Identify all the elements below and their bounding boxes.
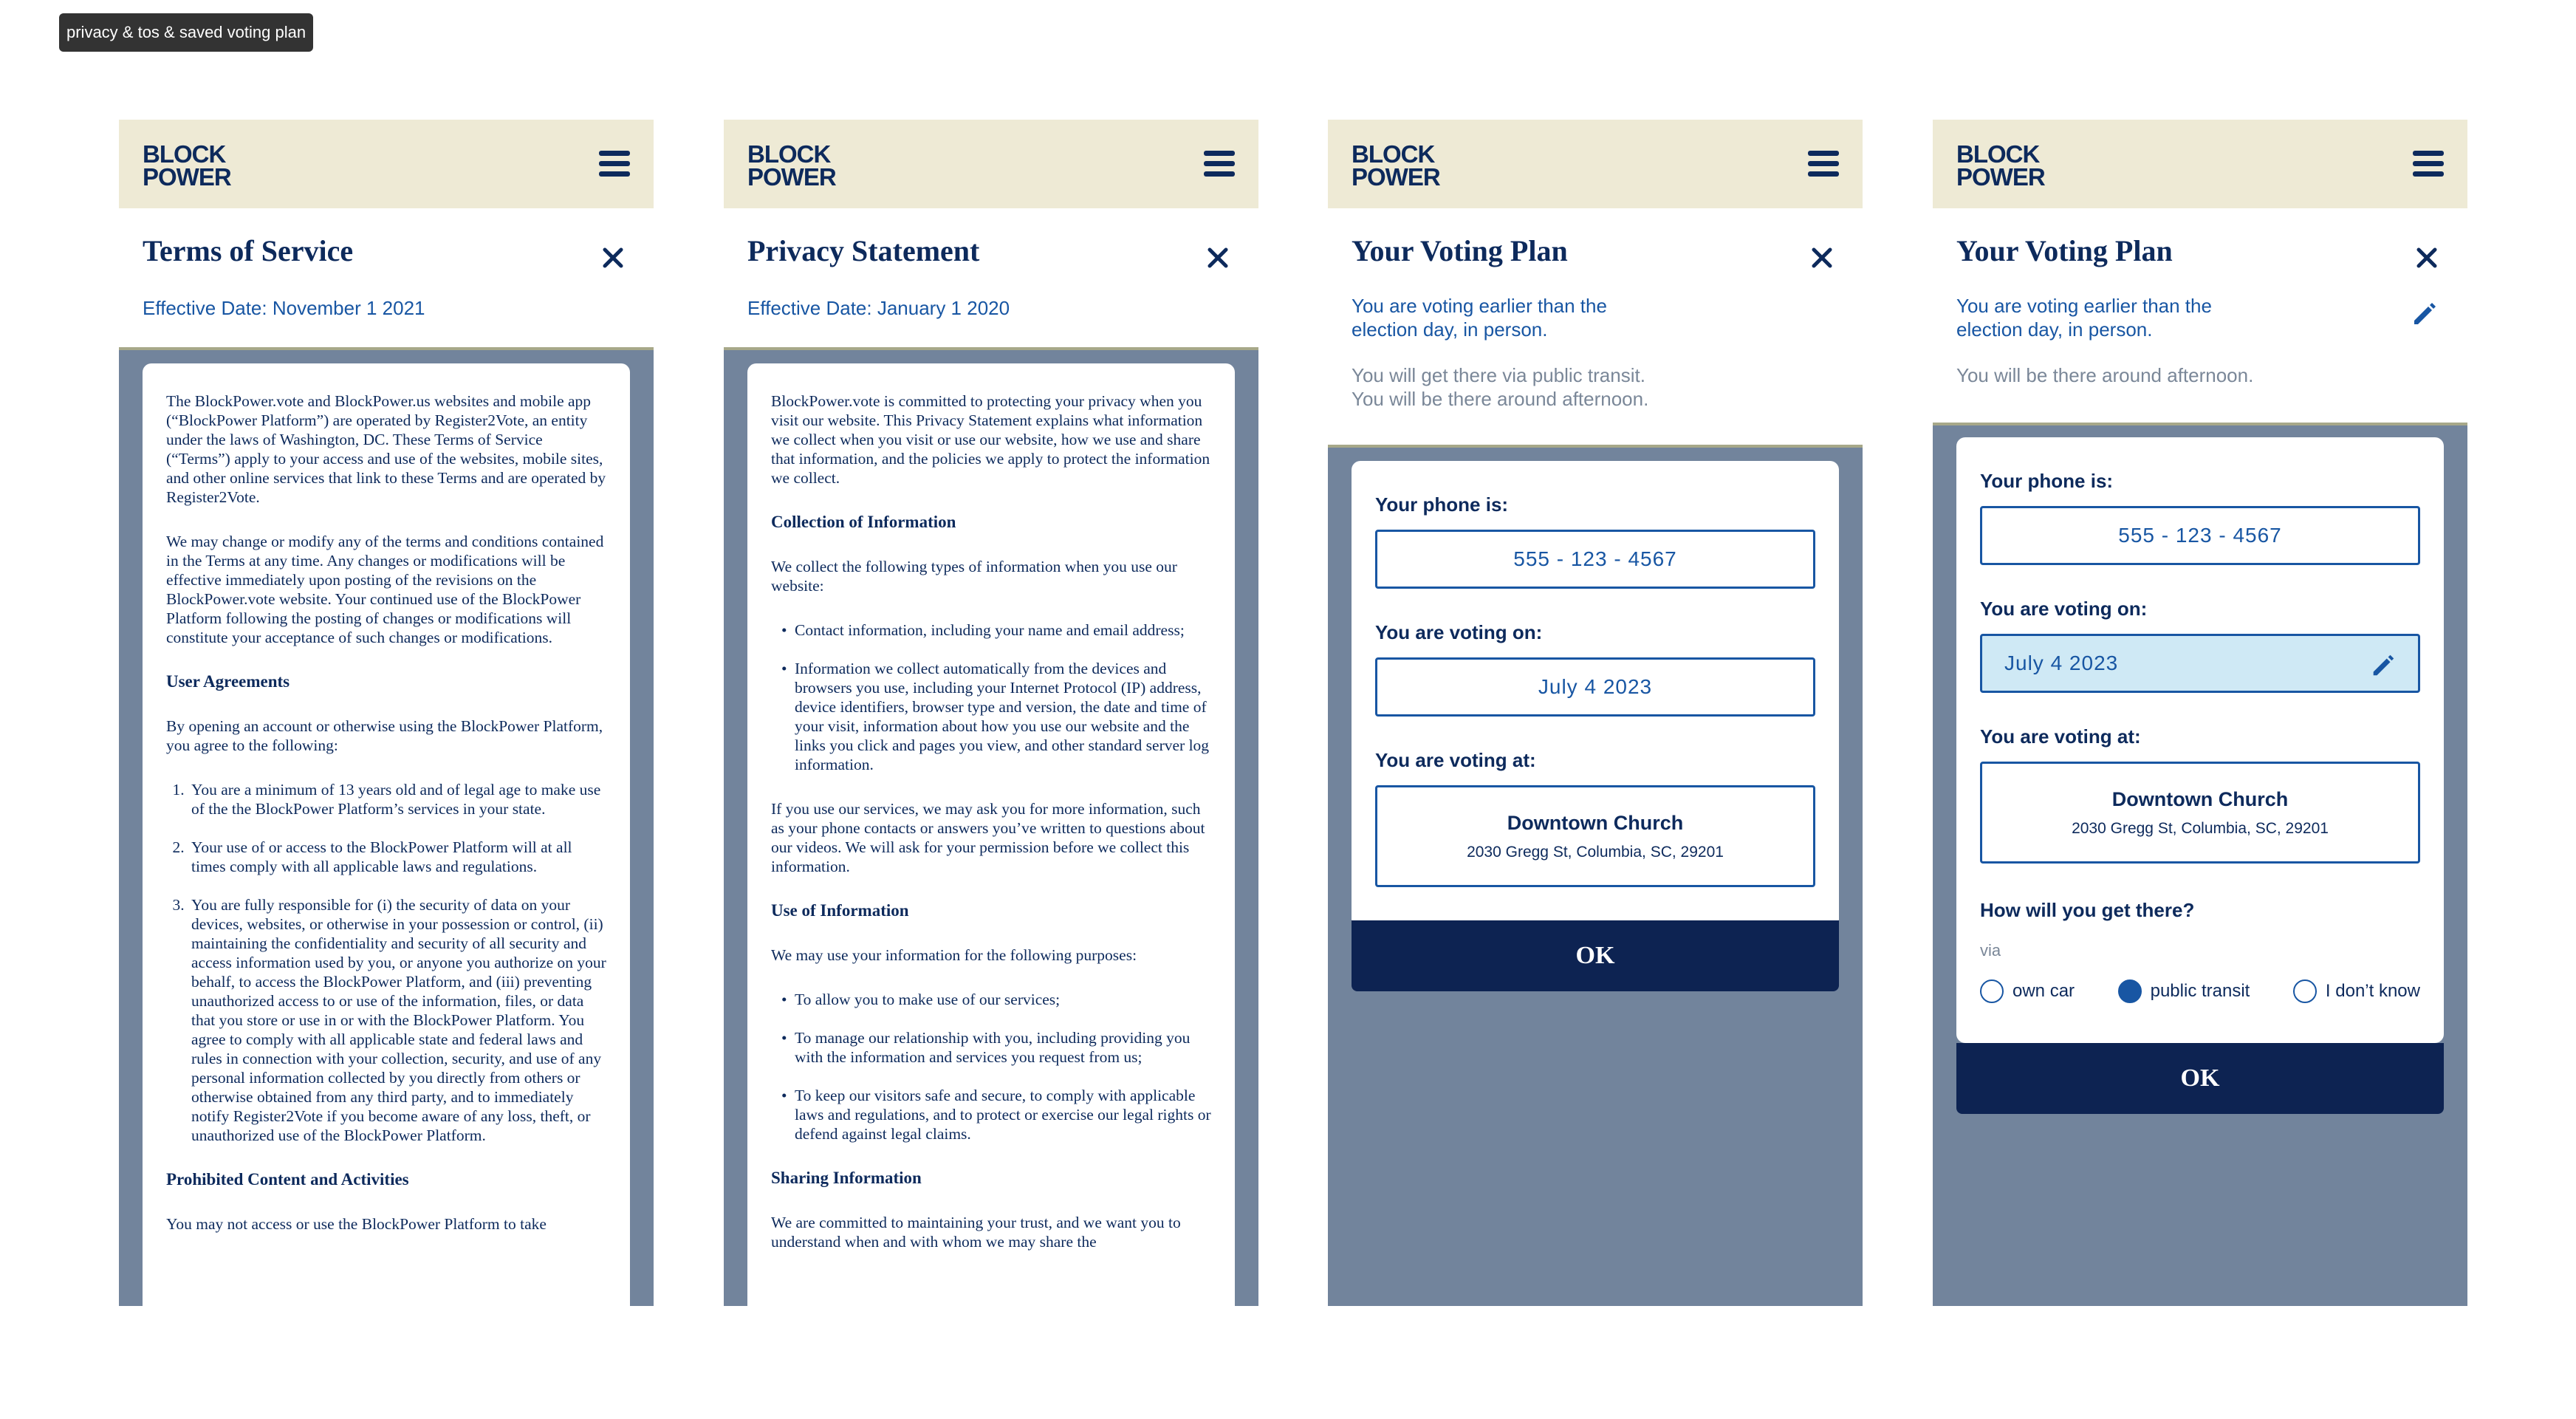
list-item: • To manage our relationship with you, including providing you with the information and services you request from us; (781, 1028, 1211, 1067)
pencil-edit-icon[interactable] (2369, 651, 2397, 679)
location-address: 2030 Gregg St, Columbia, SC, 29201 (1467, 843, 1724, 861)
radio-circle-checked-icon (2118, 979, 2142, 1003)
via-label: via (1980, 941, 2001, 960)
app-header (1328, 120, 1863, 208)
radio-circle-icon (1980, 979, 2004, 1003)
plan-summary-line: You are voting earlier than the (1956, 295, 2212, 317)
phone-field[interactable]: 555 - 123 - 4567 (1375, 530, 1815, 589)
section-heading: Collection of Information (771, 513, 956, 531)
title-panel (724, 208, 1258, 350)
location-field[interactable] (1375, 785, 1815, 887)
location-field[interactable] (1980, 762, 2420, 864)
ok-button[interactable]: OK (1956, 1043, 2444, 1114)
paragraph: We may change or modify any of the terms and conditions contained in the Terms at any time. Any changes or modifications will be effective immediately upon posting of the revisions on the BlockPower.vote website. Your continued use of the BlockPower Platform following the posting of changes or modifications will constitute your acceptance of such changes or modifications. (166, 533, 604, 646)
phone-label: Your phone is: (1980, 470, 2114, 492)
list-item: • To allow you to make use of our services; (781, 990, 1211, 1009)
ok-button[interactable]: OK (1352, 920, 1839, 991)
plan-details-card (1352, 461, 1839, 928)
logo-line-1: BLOCK (1352, 140, 1435, 168)
plan-summary-line: You are voting earlier than the (1352, 295, 1607, 317)
plan-summary-line: election day, in person. (1956, 318, 2153, 341)
transport-label: How will you get there? (1980, 899, 2195, 921)
section-heading: Use of Information (771, 901, 909, 920)
title-panel (119, 208, 654, 350)
close-icon[interactable] (1811, 247, 1833, 269)
close-icon[interactable] (1207, 247, 1229, 269)
transport-options (1980, 979, 2420, 1044)
phone-field[interactable]: 555 - 123 - 4567 (1980, 506, 2420, 565)
plan-time-line: You will be there around afternoon. (1352, 388, 1649, 410)
radio-label: own car (2012, 981, 2075, 1001)
radio-circle-icon (2293, 979, 2317, 1003)
logo-line-2: POWER (1352, 163, 1440, 191)
radio-label: I don’t know (2325, 981, 2420, 1001)
collection-list (781, 620, 1211, 774)
effective-date: Effective Date: January 1 2020 (747, 297, 1010, 319)
date-label: You are voting on: (1980, 598, 2148, 620)
page-title: Terms of Service (143, 234, 354, 267)
hamburger-menu-icon[interactable] (1204, 151, 1235, 179)
date-value: July 4 2023 (2004, 652, 2119, 674)
list-item: • To keep our visitors safe and secure, to comply with applicable laws and regulations, and to protect or exercise our legal rights or defend against legal claims. (781, 1086, 1211, 1143)
paragraph: The BlockPower.vote and BlockPower.us websites and mobile app (“BlockPower Platform”) are operated by Register2Vote, an entity under the laws of Washington, DC. These Terms of Service (“Terms”) apply to your access and use of the websites, mobile sites, and other online services that link to these Terms and are operated by Register2Vote. (166, 392, 606, 506)
plan-summary-line: election day, in person. (1352, 318, 1548, 341)
location-address: 2030 Gregg St, Columbia, SC, 29201 (2072, 819, 2329, 837)
logo-line-1: BLOCK (1956, 140, 2040, 168)
board-label: privacy & tos & saved voting plan (59, 13, 313, 52)
list-item: • Contact information, including your name and email address; (781, 620, 1211, 640)
radio-public-transit[interactable] (2118, 979, 2250, 1003)
close-icon[interactable] (602, 247, 624, 269)
date-field-editing[interactable] (1980, 634, 2420, 693)
logo-line-2: POWER (1956, 163, 2045, 191)
plan-details-card (1956, 437, 2444, 1043)
title-panel (1328, 208, 1863, 448)
section-heading: Prohibited Content and Activities (166, 1170, 409, 1189)
radio-label: public transit (2150, 981, 2250, 1001)
blockpower-logo[interactable] (1352, 140, 1455, 191)
terms-document[interactable] (143, 363, 630, 1306)
paragraph: By opening an account or otherwise using the BlockPower Platform, you agree to the following: (166, 717, 603, 754)
use-list (781, 990, 1211, 1143)
agreement-list (188, 780, 606, 1145)
section-heading: Sharing Information (771, 1169, 922, 1187)
radio-dont-know[interactable] (2293, 979, 2420, 1003)
location-name: Downtown Church (1507, 811, 1684, 834)
hamburger-menu-icon[interactable] (2413, 151, 2444, 179)
paragraph: We collect the following types of information when you use our website: (771, 558, 1177, 595)
location-label: You are voting at: (1375, 749, 1536, 771)
list-item: 3. You are fully responsible for (i) the security of data on your devices, websites, or otherwise in your possession or control, (ii) maintaining the confidentiality and security of all security and access information used by you, or anyone you authorize on your behalf, to access the BlockPower Platform, and (iii) preventing unauthorized access to or use of the information, files, or data that you store or use in or with the BlockPower Platform. You agree to comply with all applicable state and federal laws and rules in connection with your collection, security, and use of any personal information collected by you directly from others or otherwise obtained from any third party, and to immediately notify Register2Vote if you become aware of any loss, theft, or unauthorized use of the BlockPower Platform. (188, 895, 606, 1145)
title-panel (1933, 208, 2467, 425)
voting-plan-edit-screen (1933, 120, 2467, 1306)
paragraph: You may not access or use the BlockPower Platform to take (166, 1215, 547, 1233)
date-field[interactable]: July 4 2023 (1375, 657, 1815, 717)
location-name: Downtown Church (2111, 787, 2289, 810)
page-title: Privacy Statement (747, 234, 980, 267)
pencil-edit-icon[interactable] (2410, 298, 2439, 328)
app-header (1933, 120, 2467, 208)
effective-date: Effective Date: November 1 2021 (143, 297, 425, 319)
paragraph: BlockPower.vote is committed to protecting your privacy when you visit our website. This Privacy Statement explains what information we collect when you visit or use our website, how we use and share that information, and the policies we apply to protect the information we collect. (771, 392, 1210, 487)
radio-own-car[interactable] (1980, 979, 2075, 1003)
privacy-document[interactable] (747, 363, 1235, 1306)
logo-line-2: POWER (747, 163, 836, 191)
app-header (724, 120, 1258, 208)
close-icon[interactable] (2416, 247, 2438, 269)
list-item: 1. You are a minimum of 13 years old and of legal age to make use of the the BlockPower Platform’s services in your state. (188, 780, 606, 818)
page-title: Your Voting Plan (1956, 234, 2173, 267)
plan-time-line: You will be there around afternoon. (1956, 364, 2254, 386)
logo-line-1: BLOCK (143, 140, 226, 168)
paragraph: If you use our services, we may ask you for more information, such as your phone contacts or answers you’ve written to questions about our videos. We will ask for your permission before we collect this information. (771, 800, 1205, 875)
date-label: You are voting on: (1375, 621, 1543, 643)
phone-label: Your phone is: (1375, 493, 1509, 516)
blockpower-logo[interactable] (143, 140, 246, 191)
hamburger-menu-icon[interactable] (1808, 151, 1839, 179)
logo-line-1: BLOCK (747, 140, 831, 168)
logo-line-2: POWER (143, 163, 231, 191)
list-item: • Information we collect automatically from the devices and browsers you use, including your Internet Protocol (IP) address, device identifiers, browser type and version, the date and time of your visit, information about how you use our website and the links you click and pages you view, and other standard server log information. (781, 659, 1211, 774)
terms-screen (119, 120, 654, 1306)
privacy-screen (724, 120, 1258, 1306)
hamburger-menu-icon[interactable] (599, 151, 630, 179)
location-label: You are voting at: (1980, 725, 2141, 748)
section-heading: User Agreements (166, 672, 290, 691)
blockpower-logo[interactable] (1956, 140, 2060, 191)
list-item: 2. Your use of or access to the BlockPower Platform will at all times comply with all applicable laws and regulations. (188, 838, 606, 876)
voting-plan-screen (1328, 120, 1863, 1306)
page-title: Your Voting Plan (1352, 234, 1568, 267)
plan-transit-line: You will get there via public transit. (1352, 364, 1645, 386)
blockpower-logo[interactable] (747, 140, 851, 191)
app-header (119, 120, 654, 208)
paragraph: We are committed to maintaining your trust, and we want you to understand when and with whom we may share the (771, 1214, 1181, 1251)
paragraph: We may use your information for the following purposes: (771, 946, 1137, 964)
